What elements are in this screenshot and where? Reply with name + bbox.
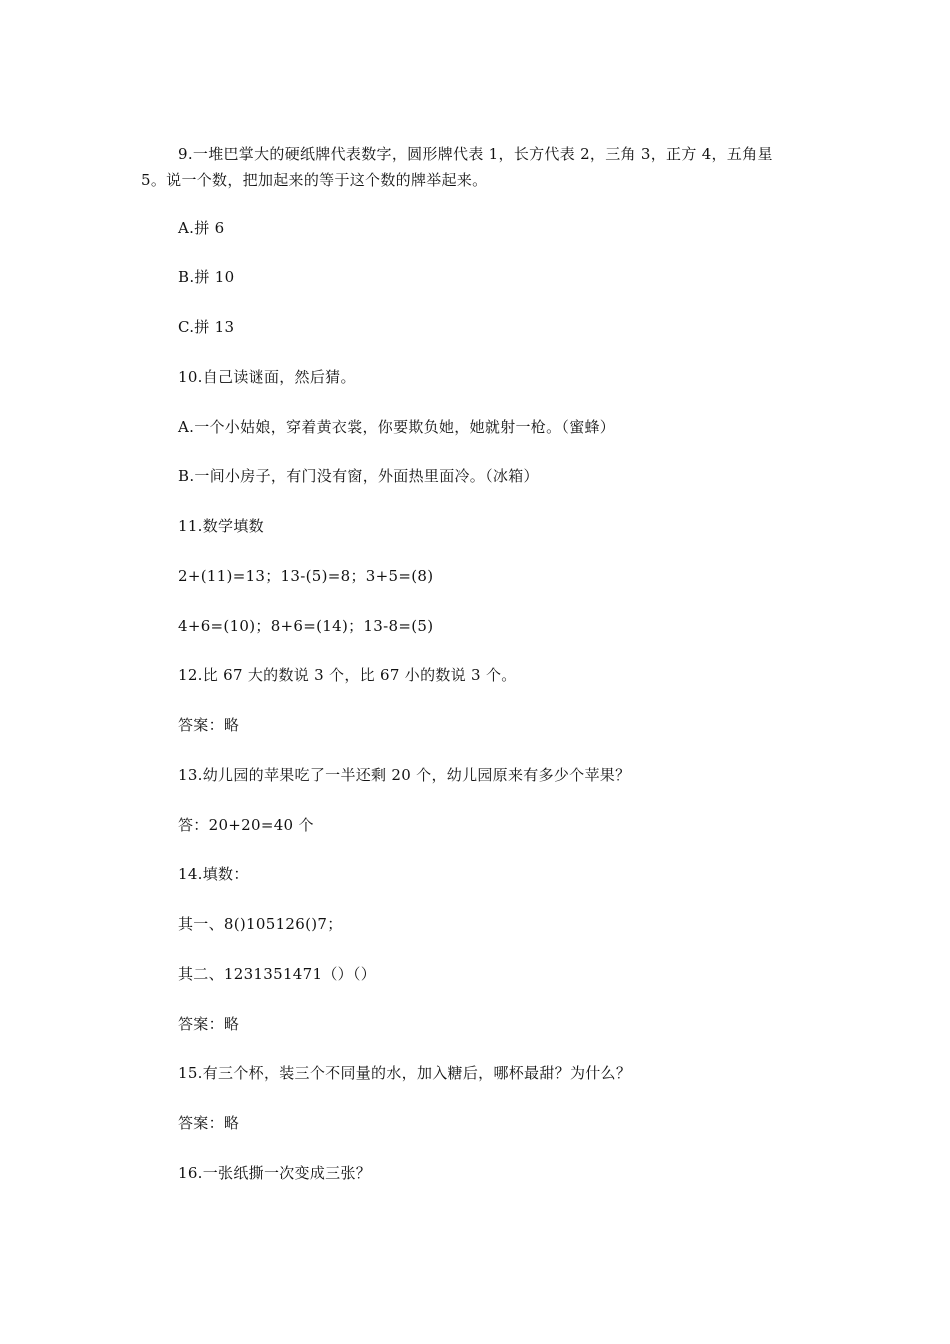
q13-answer: 答：20+20=40 个 [178,816,314,834]
q9-option-a: A.拼 6 [178,219,225,237]
q14-answer: 答案：略 [178,1015,240,1033]
q14-part2: 其二、1231351471（）（） [178,965,377,983]
q11-row1: 2+(11)=13；13-(5)=8；3+5=(8) [178,567,434,585]
q16-title: 16.一张纸撕一次变成三张？ [178,1164,372,1182]
q12-answer: 答案：略 [178,716,240,734]
q15-answer: 答案：略 [178,1114,240,1132]
q11-row2: 4+6=(10)；8+6=(14)；13-8=(5) [178,617,434,635]
q11-title: 11.数学填数 [178,517,264,535]
q10-option-a: A.一个小姑娘，穿着黄衣裳，你要欺负她，她就射一枪。（蜜蜂） [178,418,616,436]
q15-title: 15.有三个杯，装三个不同量的水，加入糖后，哪杯最甜？为什么？ [178,1064,632,1082]
q9-option-c: C.拼 13 [178,318,235,336]
q9-line1: 9.一堆巴掌大的硬纸牌代表数字，圆形牌代表 1，长方代表 2，三角 3，正方 4，五角星 [178,145,773,163]
q13-title: 13.幼儿园的苹果吃了一半还剩 20 个，幼儿园原来有多少个苹果？ [178,766,631,784]
q9-option-b: B.拼 10 [178,268,235,286]
q14-title: 14.填数： [178,865,249,883]
q12-title: 12.比 67 大的数说 3 个，比 67 小的数说 3 个。 [178,666,517,684]
q14-part1: 其一、8()105126()7； [178,915,343,933]
q10-title: 10.自己读谜面，然后猜。 [178,368,356,386]
q9-line2: 5。说一个数，把加起来的等于这个数的牌举起来。 [141,171,488,189]
q10-option-b: B.一间小房子，有门没有窗，外面热里面冷。（冰箱） [178,467,539,485]
